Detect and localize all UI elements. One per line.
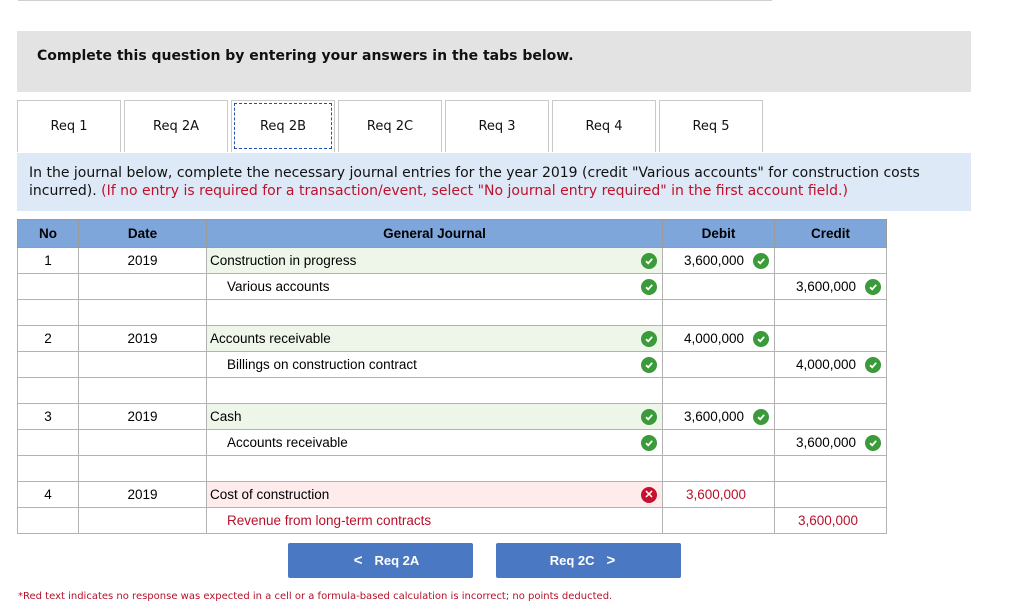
correct-check-icon [641, 279, 657, 295]
credit-cell[interactable] [775, 430, 887, 456]
debit-cell[interactable] [663, 274, 775, 300]
account-cell[interactable] [207, 456, 663, 482]
debit-cell[interactable] [663, 404, 775, 430]
credit-cell[interactable] [775, 456, 887, 482]
tab-req-4[interactable]: Req 4 [552, 100, 656, 152]
correct-check-icon [641, 253, 657, 269]
date-cell[interactable]: 2019 [79, 482, 207, 508]
account-value: Cash [210, 409, 242, 424]
account-cell[interactable] [207, 378, 663, 404]
debit-cell[interactable] [663, 508, 775, 534]
col-header-debit: Debit [663, 220, 775, 248]
next-req-button[interactable] [496, 543, 681, 578]
debit-cell[interactable] [663, 430, 775, 456]
correct-check-icon [865, 435, 881, 451]
debit-cell[interactable] [663, 326, 775, 352]
account-cell[interactable] [207, 352, 663, 378]
account-value: Cost of construction [210, 487, 330, 502]
tab-req-1[interactable]: Req 1 [17, 100, 121, 152]
entry-no-cell [18, 430, 79, 456]
account-cell[interactable] [207, 274, 663, 300]
top-divider [18, 0, 772, 1]
instructions-panel [17, 153, 971, 211]
correct-check-icon [753, 331, 769, 347]
col-header-general-journal: General Journal [207, 220, 663, 248]
date-cell[interactable] [79, 456, 207, 482]
credit-cell[interactable] [775, 404, 887, 430]
credit-cell[interactable]: 3,600,000 [775, 508, 887, 534]
credit-cell[interactable] [775, 300, 887, 326]
date-cell[interactable] [79, 430, 207, 456]
next-req-label: Req 2C [549, 553, 595, 568]
question-header [17, 31, 971, 92]
table-row [18, 508, 887, 534]
general-journal-table [17, 219, 887, 534]
entry-no-cell: 4 [18, 482, 79, 508]
credit-cell[interactable] [775, 274, 887, 300]
account-cell[interactable] [207, 326, 663, 352]
credit-value: 4,000,000 [795, 357, 856, 372]
credit-cell[interactable] [775, 248, 887, 274]
col-header-no: No [18, 220, 79, 248]
tab-req-2a[interactable]: Req 2A [124, 100, 228, 152]
entry-no-cell [18, 274, 79, 300]
tab-req-2c[interactable]: Req 2C [338, 100, 442, 152]
correct-check-icon [753, 409, 769, 425]
debit-value: 3,600,000 [683, 253, 744, 268]
instructions-text: In the journal below, complete the necessary journal entries for the year 2019 (credit "Various accounts" for construction costs incurred). [29, 165, 920, 199]
account-cell[interactable] [207, 482, 663, 508]
table-row [18, 404, 887, 430]
date-cell[interactable] [79, 274, 207, 300]
debit-cell[interactable] [663, 378, 775, 404]
account-cell[interactable]: Revenue from long-term contracts [207, 508, 663, 534]
chevron-right-icon: > [606, 552, 616, 569]
credit-cell[interactable] [775, 352, 887, 378]
entry-no-cell [18, 352, 79, 378]
credit-cell[interactable] [775, 326, 887, 352]
debit-cell[interactable] [663, 456, 775, 482]
tab-req-5[interactable]: Req 5 [659, 100, 763, 152]
account-cell[interactable] [207, 430, 663, 456]
prev-req-button[interactable] [288, 543, 473, 578]
table-row [18, 456, 887, 482]
date-cell[interactable]: 2019 [79, 248, 207, 274]
correct-check-icon [865, 279, 881, 295]
date-cell[interactable] [79, 508, 207, 534]
correct-check-icon [865, 357, 881, 373]
table-row [18, 352, 887, 378]
table-row [18, 430, 887, 456]
footnote: *Red text indicates no response was expected in a cell or a formula-based calculation is incorrect; no points deducted. [18, 591, 613, 602]
entry-no-cell: 2 [18, 326, 79, 352]
table-header-row [18, 220, 887, 248]
correct-check-icon [641, 331, 657, 347]
entry-no-cell [18, 300, 79, 326]
date-cell[interactable]: 2019 [79, 326, 207, 352]
date-cell[interactable] [79, 300, 207, 326]
col-header-date: Date [79, 220, 207, 248]
entry-no-cell [18, 378, 79, 404]
correct-check-icon [753, 253, 769, 269]
credit-cell[interactable] [775, 378, 887, 404]
table-row [18, 482, 887, 508]
credit-value: 3,600,000 [795, 279, 856, 294]
debit-cell[interactable]: 3,600,000 [663, 482, 775, 508]
debit-cell[interactable] [663, 248, 775, 274]
instructions-note: (If no entry is required for a transaction/event, select "No journal entry required" in the first account field.) [101, 183, 848, 199]
date-cell[interactable] [79, 352, 207, 378]
entry-no-cell: 3 [18, 404, 79, 430]
account-value: Construction in progress [210, 253, 357, 268]
account-value: Billings on construction contract [227, 357, 417, 372]
chevron-left-icon: < [353, 552, 363, 569]
tab-req-2b[interactable]: Req 2B [231, 100, 335, 152]
account-cell[interactable] [207, 248, 663, 274]
entry-no-cell [18, 508, 79, 534]
correct-check-icon [641, 435, 657, 451]
debit-value: 3,600,000 [683, 409, 744, 424]
table-row [18, 326, 887, 352]
date-cell[interactable]: 2019 [79, 404, 207, 430]
credit-value: 3,600,000 [795, 435, 856, 450]
table-row [18, 378, 887, 404]
col-header-credit: Credit [775, 220, 887, 248]
date-cell[interactable] [79, 378, 207, 404]
tab-req-3[interactable]: Req 3 [445, 100, 549, 152]
account-cell[interactable] [207, 300, 663, 326]
table-row [18, 248, 887, 274]
account-cell[interactable] [207, 404, 663, 430]
credit-cell[interactable] [775, 482, 887, 508]
entry-no-cell [18, 456, 79, 482]
account-value: Various accounts [227, 279, 330, 294]
table-row [18, 274, 887, 300]
correct-check-icon [641, 357, 657, 373]
debit-cell[interactable] [663, 352, 775, 378]
debit-value: 4,000,000 [683, 331, 744, 346]
debit-cell[interactable] [663, 300, 775, 326]
table-row [18, 300, 887, 326]
entry-no-cell: 1 [18, 248, 79, 274]
account-value: Accounts receivable [210, 331, 331, 346]
prev-req-label: Req 2A [374, 553, 420, 568]
question-header-title: Complete this question by entering your answers in the tabs below. [37, 48, 574, 64]
correct-check-icon [641, 409, 657, 425]
account-value: Accounts receivable [227, 435, 348, 450]
incorrect-x-icon: ✕ [641, 487, 657, 503]
